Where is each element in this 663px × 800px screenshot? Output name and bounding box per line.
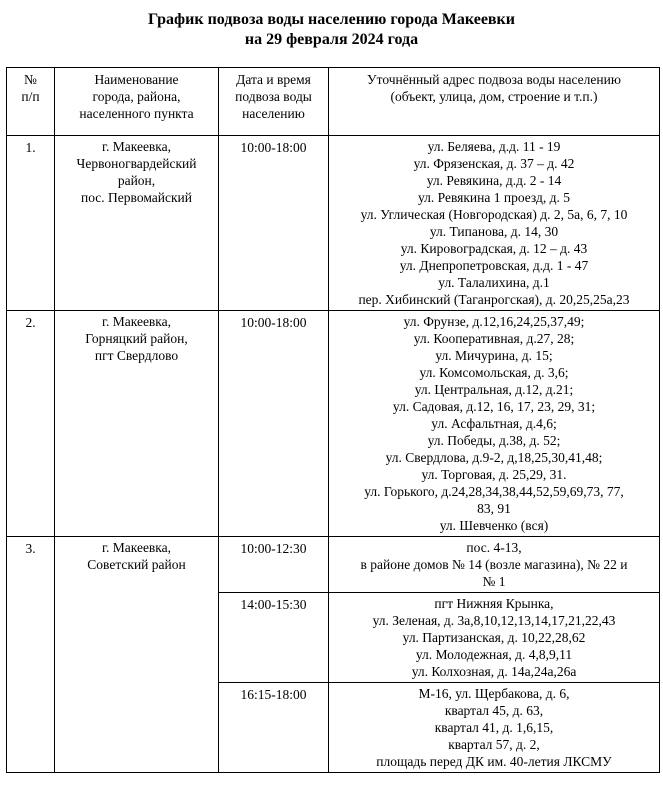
delivery-time: 10:00-18:00 (219, 136, 329, 311)
header-number (7, 68, 55, 136)
place-line: пос. Первомайский (81, 190, 192, 205)
address-line: пер. Хибинский (Таганрогская), д. 20,25,25а,23 (358, 292, 630, 307)
header-line: (объект, улица, дом, строение и т.п.) (390, 89, 598, 104)
title-line: График подвоза воды населению города Макеевки (147, 11, 515, 28)
address-line: ул. Типанова, д. 14, 30 (429, 224, 559, 239)
address-line: ул. Мичурина, д. 15; (435, 348, 553, 363)
address-line: ул. Ревякина 1 проезд, д. 5 (418, 190, 570, 205)
place-cell (55, 311, 219, 537)
place-line: пгт Свердлово (94, 348, 179, 363)
header-line: Дата и время (236, 72, 311, 87)
delivery-time: 16:15-18:00 (219, 683, 329, 773)
address-line: ул. Молодежная, д. 4,8,9,11 (415, 647, 573, 662)
place-cell (55, 537, 219, 773)
address-line: ул. Победы, д.38, д. 52; (427, 433, 561, 448)
row-number: 3. (7, 537, 55, 773)
address-cell (329, 136, 660, 311)
address-line: ул. Углическая (Новгородская) д. 2, 5а, 6, 7, 10 (360, 207, 628, 222)
header-line: населенного пункта (79, 106, 194, 121)
address-cell (329, 537, 660, 593)
address-line: ул. Горького, д.24,28,34,38,44,52,59,69,73, 77, (364, 484, 624, 499)
place-line: Советский район (87, 557, 186, 572)
place-line: Горняцкий район, (85, 331, 188, 346)
address-line: ул. Партизанская, д. 10,22,28,62 (402, 630, 586, 645)
address-cell (329, 683, 660, 773)
address-line: М-16, ул. Щербакова, д. 6, (418, 686, 570, 701)
address-line: ул. Фрязенская, д. 37 – д. 42 (413, 156, 575, 171)
address-line: квартал 41, д. 1,6,15, (434, 720, 554, 735)
address-line: ул. Днепропетровская, д.д. 1 - 47 (399, 258, 589, 273)
address-cell (329, 311, 660, 537)
delivery-time: 14:00-15:30 (219, 593, 329, 683)
address-line: ул. Шевченко (вся) (439, 518, 549, 533)
table-row (7, 311, 660, 537)
address-line: квартал 57, д. 2, (448, 737, 540, 752)
header-line: № (24, 72, 37, 87)
header-line: Наименование (94, 72, 179, 87)
address-line: ул. Торговая, д. 25,29, 31. (421, 467, 567, 482)
place-line: г. Макеевка, (101, 314, 172, 329)
address-line: квартал 45, д. 63, (444, 703, 544, 718)
address-line: 83, 91 (477, 501, 511, 516)
place-line: г. Макеевка, (101, 540, 172, 555)
place-line: район, (117, 173, 156, 188)
address-line: ул. Свердлова, д.9-2, д,18,25,30,41,48; (385, 450, 603, 465)
table-header-row (7, 68, 660, 136)
address-line: ул. Зеленая, д. 3а,8,10,12,13,14,17,21,22,43 (372, 613, 616, 628)
place-line: Червоногвардейский (76, 156, 197, 171)
row-number: 1. (7, 136, 55, 311)
table-body (7, 136, 660, 773)
address-line: № 1 (482, 574, 506, 589)
header-time (219, 68, 329, 136)
title-line: на 29 февраля 2024 года (244, 31, 419, 48)
address-line: ул. Асфальтная, д.4,6; (431, 416, 557, 431)
place-cell (55, 136, 219, 311)
address-line: ул. Центральная, д.12, д.21; (414, 382, 574, 397)
delivery-time: 10:00-12:30 (219, 537, 329, 593)
address-line: площадь перед ДК им. 40-летия ЛКСМУ (376, 754, 612, 769)
address-line: в районе домов № 14 (возле магазина), № 22 и (360, 557, 628, 572)
table-row (7, 537, 660, 593)
address-line: ул. Фрунзе, д.12,16,24,25,37,49; (403, 314, 585, 329)
row-number: 2. (7, 311, 55, 537)
address-line: ул. Кооперативная, д.27, 28; (413, 331, 575, 346)
document-title (0, 10, 663, 50)
address-line: ул. Кировоградская, д. 12 – д. 43 (400, 241, 588, 256)
address-line: ул. Садовая, д.12, 16, 17, 23, 29, 31; (392, 399, 596, 414)
table-row (7, 136, 660, 311)
address-line: ул. Беляева, д.д. 11 - 19 (427, 139, 561, 154)
address-line: ул. Колхозная, д. 14а,24а,26а (411, 664, 577, 679)
header-address (329, 68, 660, 136)
header-line: города, района, (92, 89, 181, 104)
header-line: населению (242, 106, 305, 121)
water-schedule-table (6, 67, 660, 773)
address-line: ул. Комсомольская, д. 3,6; (419, 365, 569, 380)
place-line: г. Макеевка, (101, 139, 172, 154)
address-line: ул. Талалихина, д.1 (438, 275, 550, 290)
address-line: ул. Ревякина, д.д. 2 - 14 (426, 173, 562, 188)
delivery-time: 10:00-18:00 (219, 311, 329, 537)
address-line: пос. 4-13, (466, 540, 522, 555)
header-place (55, 68, 219, 136)
header-line: п/п (21, 89, 40, 104)
header-line: подвоза воды (235, 89, 312, 104)
header-line: Уточнённый адрес подвоза воды населению (367, 72, 621, 87)
address-line: пгт Нижняя Крынка, (434, 596, 554, 611)
address-cell (329, 593, 660, 683)
